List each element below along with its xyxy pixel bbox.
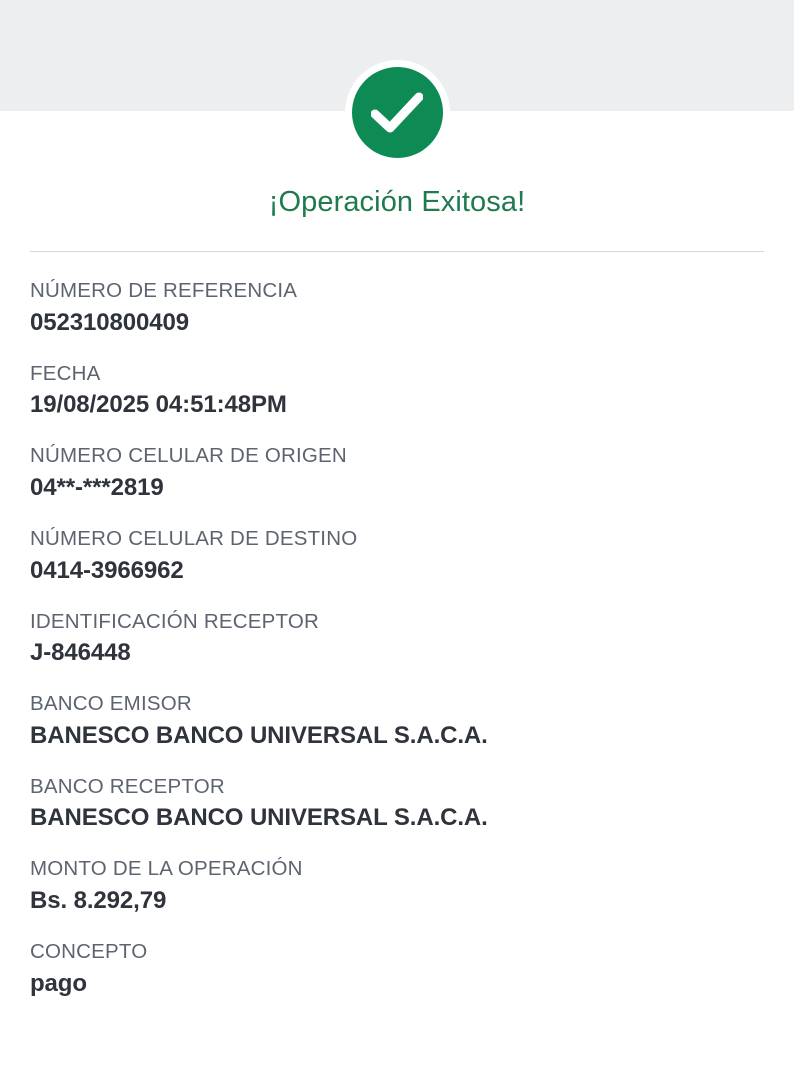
field-label: BANCO RECEPTOR xyxy=(30,774,225,798)
field-value: Bs. 8.292,79 xyxy=(30,887,167,914)
field-value: 04**-***2819 xyxy=(30,473,164,501)
field-numero-de-referencia xyxy=(30,278,764,338)
field-banco-receptor xyxy=(30,774,764,834)
field-numero-celular-de-destino xyxy=(30,526,764,586)
field-label: CONCEPTO xyxy=(30,940,148,963)
field-value: 0414-3966962 xyxy=(30,556,184,584)
field-fecha xyxy=(30,361,764,421)
field-label: IDENTIFICACIÓN RECEPTOR xyxy=(30,609,319,633)
field-concepto xyxy=(30,939,764,999)
field-value: BANESCO BANCO UNIVERSAL S.A.C.A. xyxy=(30,721,488,749)
page-title: ¡Operación Exitosa! xyxy=(268,186,526,218)
field-numero-celular-de-origen xyxy=(30,443,764,503)
field-value: J-846448 xyxy=(30,639,131,667)
field-monto-de-la-operacion xyxy=(30,856,764,916)
field-label: MONTO DE LA OPERACIÓN xyxy=(30,857,303,881)
field-value: BANESCO BANCO UNIVERSAL S.A.C.A. xyxy=(30,804,488,832)
check-circle-icon xyxy=(371,92,423,134)
success-badge xyxy=(352,67,443,158)
field-label: BANCO EMISOR xyxy=(30,692,192,716)
field-label: NÚMERO CELULAR DE ORIGEN xyxy=(30,444,347,468)
field-label: NÚMERO DE REFERENCIA xyxy=(30,279,298,302)
field-label: FECHA xyxy=(30,361,101,385)
field-value: 19/08/2025 04:51:48PM xyxy=(30,391,287,419)
receipt-fields xyxy=(0,252,794,999)
field-label: NÚMERO CELULAR DE DESTINO xyxy=(30,526,358,550)
field-value: 052310800409 xyxy=(30,308,189,336)
field-value: pago xyxy=(30,969,87,997)
status-badge-container xyxy=(0,67,794,158)
field-banco-emisor xyxy=(30,691,764,751)
field-identificacion-receptor xyxy=(30,609,764,669)
